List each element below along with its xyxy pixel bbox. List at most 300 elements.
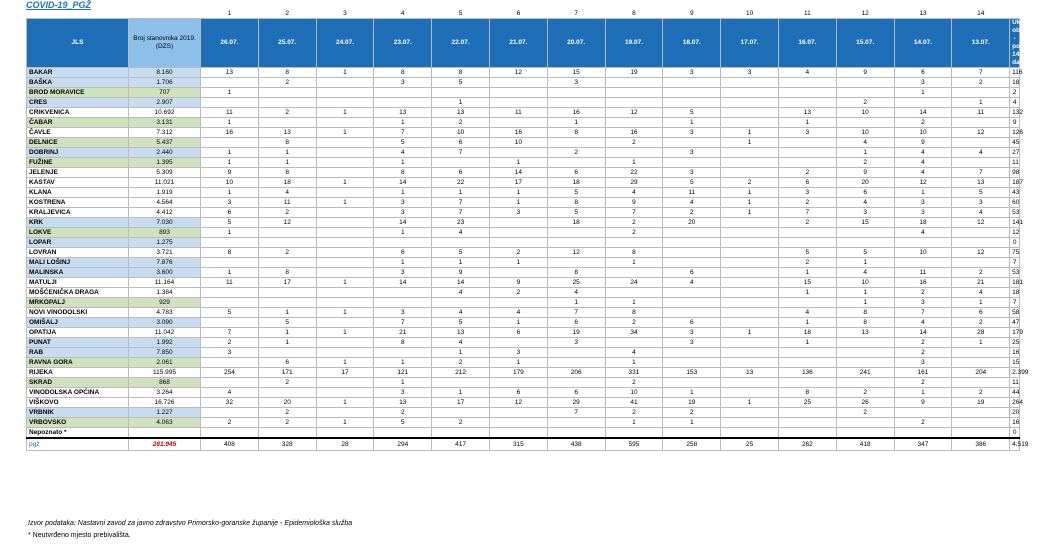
table-row (27, 158, 1020, 168)
daily-case-count: 4 (836, 268, 894, 278)
table-row (27, 388, 1020, 398)
population-value: 11.164 (129, 278, 201, 288)
daily-case-count: 3 (374, 198, 432, 208)
daily-case-count: 8 (547, 128, 605, 138)
daily-case-count: 2 (258, 418, 316, 428)
daily-case-count (778, 298, 836, 308)
daily-case-count (952, 428, 1010, 439)
daily-case-count: 5 (547, 208, 605, 218)
daily-case-count (316, 218, 374, 228)
daily-case-count: 4 (258, 188, 316, 198)
municipality-name: KOSTRENA (27, 198, 129, 208)
total-14-days: 18 (1010, 78, 1020, 88)
daily-case-count: 8 (374, 168, 432, 178)
daily-case-count: 1 (201, 88, 259, 98)
date-header: 18.07. (663, 19, 721, 68)
sum-population: 281.945 (129, 438, 201, 451)
daily-case-count (952, 418, 1010, 428)
daily-case-count: 2 (201, 418, 259, 428)
daily-case-count: 10 (432, 128, 490, 138)
daily-case-count (721, 428, 779, 439)
daily-case-count: 10 (836, 278, 894, 288)
population-value: 1.395 (129, 158, 201, 168)
population-value: 4.564 (129, 198, 201, 208)
daily-case-count (547, 98, 605, 108)
daily-case-count: 5 (374, 138, 432, 148)
daily-case-count: 1 (201, 148, 259, 158)
daily-case-count: 1 (201, 228, 259, 238)
daily-case-count: 1 (489, 358, 547, 368)
daily-case-count: 10 (836, 108, 894, 118)
daily-case-count: 1 (894, 188, 952, 198)
daily-case-count: 20 (258, 398, 316, 408)
daily-case-count: 4 (201, 388, 259, 398)
daily-case-count: 1 (258, 158, 316, 168)
daily-case-count (316, 118, 374, 128)
daily-case-count: 20 (663, 218, 721, 228)
daily-case-count: 1 (721, 128, 779, 138)
daily-case-count: 5 (663, 178, 721, 188)
daily-case-count: 13 (836, 328, 894, 338)
day-number: 1 (227, 10, 232, 17)
daily-case-count: 1 (778, 288, 836, 298)
daily-case-count (316, 428, 374, 439)
daily-case-count: 3 (547, 78, 605, 88)
day-number: 2 (285, 10, 289, 17)
daily-case-count: 2 (547, 148, 605, 158)
daily-case-count: 4 (894, 228, 952, 238)
day-number: 6 (516, 10, 521, 17)
daily-case-count: 19 (952, 398, 1010, 408)
daily-case-count (836, 238, 894, 248)
daily-case-count: 1 (547, 118, 605, 128)
daily-case-count (836, 418, 894, 428)
table-row (27, 138, 1020, 148)
population-value (129, 428, 201, 439)
daily-case-count: 3 (894, 208, 952, 218)
daily-case-count (778, 158, 836, 168)
total-14-days: 53 (1010, 268, 1020, 278)
daily-case-count: 2 (605, 228, 663, 238)
daily-case-count: 1 (663, 388, 721, 398)
daily-case-count: 1 (316, 278, 374, 288)
total-14-days: 18 (1010, 288, 1020, 298)
daily-case-count: 15 (778, 278, 836, 288)
daily-case-count: 6 (489, 388, 547, 398)
sum-daily-count: 328 (258, 438, 316, 451)
total-14-days: 132 (1010, 108, 1020, 118)
daily-case-count: 1 (836, 288, 894, 298)
daily-case-count (778, 428, 836, 439)
total-14-days: 25 (1010, 338, 1020, 348)
day-number: 5 (458, 10, 463, 17)
daily-case-count: 254 (201, 368, 259, 378)
daily-case-count: 16 (201, 128, 259, 138)
total-14-days: 179 (1010, 328, 1020, 338)
population-value: 3.600 (129, 268, 201, 278)
daily-case-count (201, 378, 259, 388)
population-value: 115.995 (129, 368, 201, 378)
daily-case-count: 2 (836, 388, 894, 398)
daily-case-count: 2 (605, 318, 663, 328)
table-row (27, 338, 1020, 348)
table-row (27, 98, 1020, 108)
daily-case-count (836, 228, 894, 238)
daily-case-count: 1 (778, 118, 836, 128)
total-14-days: 2 (1010, 88, 1020, 98)
daily-case-count: 2 (894, 118, 952, 128)
daily-case-count (258, 298, 316, 308)
daily-case-count: 2 (663, 208, 721, 218)
daily-case-count: 7 (432, 198, 490, 208)
daily-case-count: 1 (489, 188, 547, 198)
header-row (27, 19, 1020, 68)
day-number: 8 (632, 10, 636, 17)
population-value: 2.061 (129, 358, 201, 368)
daily-case-count: 5 (201, 308, 259, 318)
daily-case-count (952, 118, 1010, 128)
daily-case-count: 5 (258, 318, 316, 328)
daily-case-count (721, 318, 779, 328)
daily-case-count (952, 228, 1010, 238)
daily-case-count (721, 148, 779, 158)
daily-case-count: 5 (778, 248, 836, 258)
daily-case-count: 23 (432, 218, 490, 228)
daily-case-count: 1 (201, 158, 259, 168)
daily-case-count (721, 288, 779, 298)
daily-case-count: 4 (547, 288, 605, 298)
daily-case-count: 7 (432, 148, 490, 158)
population-value: 1.275 (129, 238, 201, 248)
daily-case-count: 1 (489, 318, 547, 328)
daily-case-count: 1 (316, 418, 374, 428)
daily-case-count: 2 (605, 218, 663, 228)
daily-case-count: 1 (432, 258, 490, 268)
daily-case-count: 18 (547, 218, 605, 228)
daily-case-count (201, 98, 259, 108)
daily-case-count: 4 (374, 148, 432, 158)
daily-case-count: 3 (952, 198, 1010, 208)
population-value: 16.726 (129, 398, 201, 408)
daily-case-count: 1 (316, 398, 374, 408)
population-value: 11.042 (129, 328, 201, 338)
daily-case-count: 25 (547, 278, 605, 288)
daily-case-count: 2 (836, 98, 894, 108)
daily-case-count: 1 (432, 388, 490, 398)
sum-daily-count: 438 (547, 438, 605, 451)
daily-case-count: 4 (836, 198, 894, 208)
daily-case-count: 1 (605, 298, 663, 308)
daily-case-count: 11 (201, 108, 259, 118)
daily-case-count (721, 88, 779, 98)
date-header: 17.07. (721, 19, 779, 68)
daily-case-count: 5 (374, 418, 432, 428)
daily-case-count: 7 (374, 128, 432, 138)
municipality-name: MRKOPALJ (27, 298, 129, 308)
total-14-days: 47 (1010, 318, 1020, 328)
daily-case-count: 2 (952, 318, 1010, 328)
daily-case-count: 14 (374, 178, 432, 188)
daily-case-count: 3 (894, 78, 952, 88)
daily-case-count (721, 238, 779, 248)
daily-case-count: 6 (489, 328, 547, 338)
daily-case-count (605, 78, 663, 88)
daily-case-count: 3 (778, 188, 836, 198)
daily-case-count (836, 338, 894, 348)
daily-case-count: 25 (778, 398, 836, 408)
population-value: 2.907 (129, 98, 201, 108)
daily-case-count (258, 348, 316, 358)
daily-case-count (663, 158, 721, 168)
total-14-days: 45 (1010, 138, 1020, 148)
daily-case-count: 11 (952, 108, 1010, 118)
daily-case-count (663, 358, 721, 368)
daily-case-count (721, 298, 779, 308)
daily-case-count: 161 (894, 368, 952, 378)
daily-case-count: 1 (547, 298, 605, 308)
daily-case-count (721, 338, 779, 348)
daily-case-count (663, 238, 721, 248)
table-row (27, 188, 1020, 198)
daily-case-count (721, 378, 779, 388)
daily-case-count (721, 218, 779, 228)
sum-row (27, 438, 1020, 451)
sum-total: 4.519 (1010, 438, 1020, 451)
daily-case-count: 204 (952, 368, 1010, 378)
daily-case-count: 3 (374, 268, 432, 278)
municipality-name: PUNAT (27, 338, 129, 348)
daily-case-count: 4 (894, 318, 952, 328)
daily-case-count: 6 (374, 248, 432, 258)
municipality-name: BAKAR (27, 68, 129, 78)
covid-table (26, 9, 1046, 451)
daily-case-count: 9 (489, 278, 547, 288)
daily-case-count (605, 98, 663, 108)
sum-daily-count: 262 (778, 438, 836, 451)
daily-case-count: 1 (721, 208, 779, 218)
daily-case-count: 2 (258, 108, 316, 118)
daily-case-count (258, 388, 316, 398)
daily-case-count (489, 268, 547, 278)
table-row (27, 398, 1020, 408)
daily-case-count (721, 408, 779, 418)
daily-case-count: 9 (894, 138, 952, 148)
daily-case-count: 5 (432, 248, 490, 258)
daily-case-count (836, 428, 894, 439)
daily-case-count: 1 (316, 308, 374, 318)
daily-case-count: 1 (605, 158, 663, 168)
daily-case-count (778, 88, 836, 98)
daily-case-count: 10 (201, 178, 259, 188)
daily-case-count: 8 (258, 68, 316, 78)
table-row (27, 418, 1020, 428)
daily-case-count: 3 (894, 358, 952, 368)
daily-case-count: 8 (605, 248, 663, 258)
daily-case-count: 20 (836, 178, 894, 188)
daily-case-count (663, 288, 721, 298)
daily-case-count: 1 (258, 328, 316, 338)
total-14-days: 7 (1010, 298, 1020, 308)
total-14-days: 2.399 (1010, 368, 1020, 378)
daily-case-count (547, 238, 605, 248)
table-row (27, 208, 1020, 218)
daily-case-count: 2 (489, 288, 547, 298)
daily-case-count (489, 378, 547, 388)
total-14-days: 181 (1010, 278, 1020, 288)
sum-daily-count: 595 (605, 438, 663, 451)
daily-case-count: 6 (432, 168, 490, 178)
daily-case-count (952, 138, 1010, 148)
daily-case-count (258, 228, 316, 238)
daily-case-count (778, 98, 836, 108)
table-row (27, 238, 1020, 248)
daily-case-count: 16 (894, 278, 952, 288)
municipality-name: KRALJEVICA (27, 208, 129, 218)
daily-case-count (605, 118, 663, 128)
daily-case-count (721, 258, 779, 268)
table-row (27, 108, 1020, 118)
municipality-name: VINODOLSKA OPĆINA (27, 388, 129, 398)
daily-case-count: 14 (374, 278, 432, 288)
daily-case-count: 3 (663, 328, 721, 338)
total-14-days: 12 (1010, 228, 1020, 238)
daily-case-count: 1 (374, 378, 432, 388)
daily-case-count: 13 (374, 398, 432, 408)
day-number: 11 (803, 10, 811, 17)
daily-case-count: 121 (374, 368, 432, 378)
sum-daily-count: 294 (374, 438, 432, 451)
date-header: 14.07. (894, 19, 952, 68)
table-row (27, 378, 1020, 388)
daily-case-count (547, 428, 605, 439)
daily-case-count: 2 (836, 158, 894, 168)
daily-case-count (201, 288, 259, 298)
daily-case-count: 4 (432, 338, 490, 348)
daily-case-count: 12 (489, 398, 547, 408)
daily-case-count: 4 (952, 288, 1010, 298)
municipality-name: LOKVE (27, 228, 129, 238)
daily-case-count: 13 (952, 178, 1010, 188)
daily-case-count: 1 (374, 228, 432, 238)
daily-case-count: 1 (201, 188, 259, 198)
table-row (27, 118, 1020, 128)
daily-case-count (316, 168, 374, 178)
daily-case-count: 12 (258, 218, 316, 228)
table-row (27, 288, 1020, 298)
daily-case-count: 12 (547, 248, 605, 258)
table-row (27, 248, 1020, 258)
table-row (27, 318, 1020, 328)
daily-case-count (663, 378, 721, 388)
daily-case-count: 21 (952, 278, 1010, 288)
day-number: 13 (919, 10, 927, 17)
daily-case-count: 206 (547, 368, 605, 378)
daily-case-count: 14 (432, 278, 490, 288)
daily-case-count (721, 308, 779, 318)
daily-case-count (316, 228, 374, 238)
daily-case-count: 3 (201, 198, 259, 208)
sum-daily-count: 28 (316, 438, 374, 451)
total-14-days: 27 (1010, 148, 1020, 158)
daily-case-count: 4 (489, 308, 547, 318)
daily-case-count: 11 (258, 198, 316, 208)
daily-case-count (547, 378, 605, 388)
daily-case-count (836, 378, 894, 388)
daily-case-count: 4 (605, 348, 663, 358)
total-14-days: 60 (1010, 198, 1020, 208)
daily-case-count (663, 78, 721, 88)
daily-case-count (201, 318, 259, 328)
municipality-name: JELENJE (27, 168, 129, 178)
sum-daily-count: 418 (836, 438, 894, 451)
daily-case-count (605, 428, 663, 439)
daily-case-count: 10 (489, 138, 547, 148)
daily-case-count: 12 (952, 218, 1010, 228)
daily-case-count: 29 (547, 398, 605, 408)
daily-case-count (201, 298, 259, 308)
daily-case-count (316, 208, 374, 218)
population-value: 1.227 (129, 408, 201, 418)
daily-case-count: 6 (547, 388, 605, 398)
daily-case-count: 2 (894, 288, 952, 298)
daily-case-count: 2 (432, 418, 490, 428)
daily-case-count (663, 298, 721, 308)
daily-case-count: 12 (894, 178, 952, 188)
daily-case-count: 12 (605, 108, 663, 118)
table-row (27, 218, 1020, 228)
daily-case-count: 7 (952, 168, 1010, 178)
daily-case-count: 13 (432, 328, 490, 338)
day-number-row (27, 9, 1020, 19)
municipality-name: ČAVLE (27, 128, 129, 138)
daily-case-count: 3 (663, 68, 721, 78)
daily-case-count: 6 (663, 268, 721, 278)
daily-case-count: 6 (432, 138, 490, 148)
total-14-days: 9 (1010, 118, 1020, 128)
daily-case-count: 2 (894, 348, 952, 358)
daily-case-count: 17 (432, 398, 490, 408)
daily-case-count (721, 268, 779, 278)
daily-case-count (547, 418, 605, 428)
daily-case-count: 3 (663, 148, 721, 158)
daily-case-count: 1 (894, 88, 952, 98)
daily-case-count (201, 428, 259, 439)
daily-case-count: 12 (489, 68, 547, 78)
footnote: * Neutvrđeno mjesto prebivališta. (28, 532, 131, 539)
total-14-days: 264 (1010, 398, 1020, 408)
daily-case-count (952, 358, 1010, 368)
sum-daily-count: 25 (721, 438, 779, 451)
daily-case-count: 3 (374, 308, 432, 318)
municipality-name: SKRAD (27, 378, 129, 388)
table-row (27, 268, 1020, 278)
daily-case-count (952, 378, 1010, 388)
daily-case-count: 3 (489, 208, 547, 218)
daily-case-count (432, 158, 490, 168)
municipality-name: VRBOVSKO (27, 418, 129, 428)
sum-daily-count: 417 (432, 438, 490, 451)
daily-case-count (201, 138, 259, 148)
table-row (27, 228, 1020, 238)
daily-case-count: 7 (547, 308, 605, 318)
daily-case-count: 12 (952, 128, 1010, 138)
daily-case-count: 241 (836, 368, 894, 378)
daily-case-count: 1 (489, 258, 547, 268)
total-14-days: 75 (1010, 248, 1020, 258)
population-value: 868 (129, 378, 201, 388)
daily-case-count (605, 238, 663, 248)
table-body (27, 68, 1029, 451)
